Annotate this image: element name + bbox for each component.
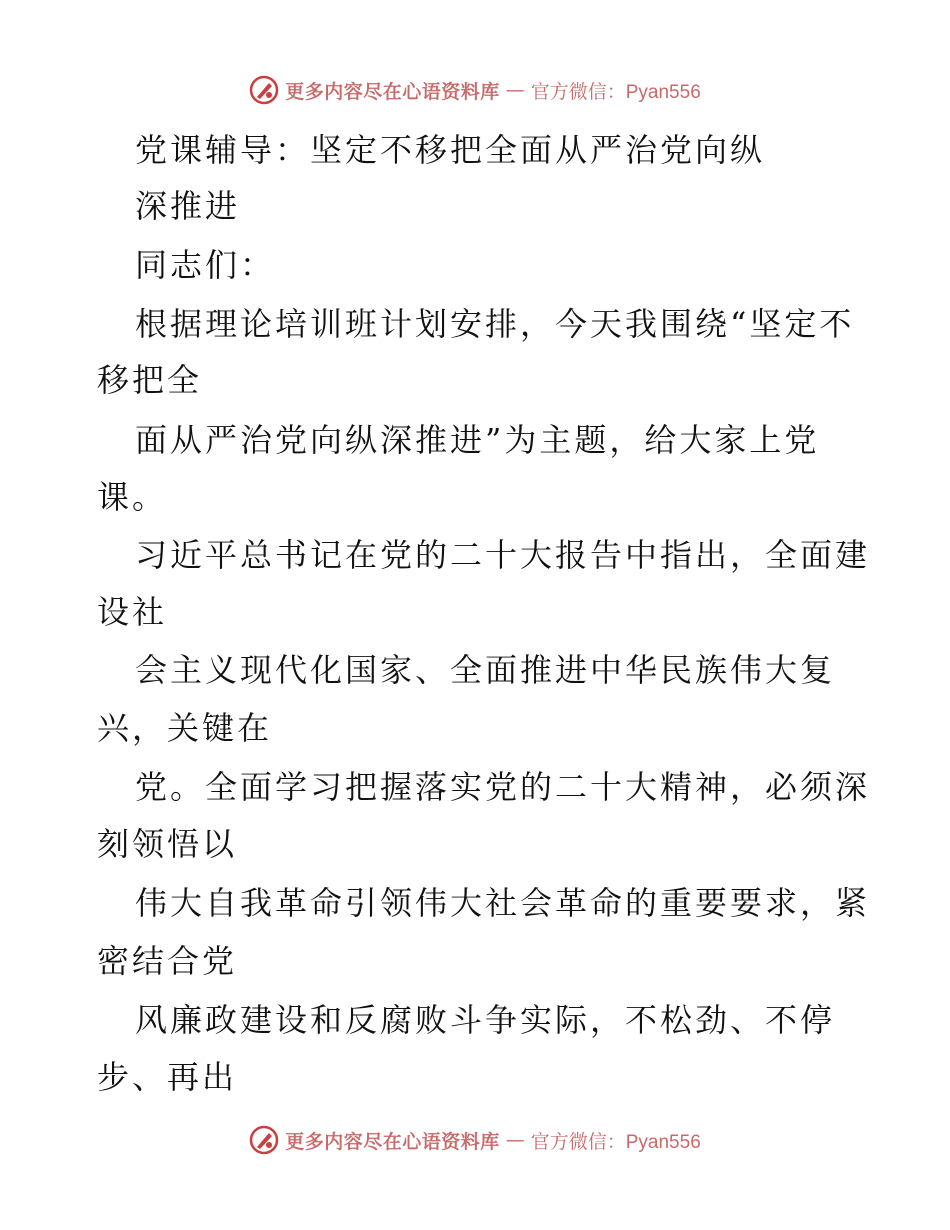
paragraph-line: 根据理论培训班计划安排，今天我围绕“坚定不 (135, 305, 855, 343)
paragraph-line: 面从严治党向纵深推进”为主题，给大家上党 (135, 421, 820, 459)
watermark-account: 官方微信：Pyan556 (530, 1131, 701, 1153)
paragraph-line: 移把全 (97, 361, 203, 399)
title-line-2: 深推进 (135, 187, 241, 225)
quill-seal-icon (249, 75, 279, 105)
paragraph-line: 伟大自我革命引领伟大社会革命的重要要求，紧 (135, 884, 871, 922)
paragraph-line: 密结合党 (97, 942, 238, 980)
paragraph-line: 习近平总书记在党的二十大报告中指出，全面建 (135, 536, 871, 574)
watermark-separator: — (505, 79, 525, 101)
watermark-text: 更多内容尽在心语资料库 (285, 80, 500, 103)
watermark-separator: — (505, 1129, 525, 1151)
header-watermark (0, 70, 950, 110)
title-line-1: 党课辅导：坚定不移把全面从严治党向纵 (135, 131, 766, 169)
paragraph-line: 风廉政建设和反腐败斗争实际，不松劲、不停 (135, 1001, 836, 1039)
paragraph-line: 步、再出 (97, 1058, 238, 1096)
paragraph-line: 党。全面学习把握落实党的二十大精神，必须深 (135, 768, 871, 806)
paragraph-line: 设社 (97, 593, 168, 631)
paragraph-line: 课。 (97, 478, 168, 516)
watermark-text: 更多内容尽在心语资料库 (285, 1130, 500, 1153)
footer-watermark (0, 1120, 950, 1160)
paragraph-line: 刻领悟以 (97, 825, 238, 863)
salutation: 同志们： (135, 246, 276, 284)
quill-seal-icon (249, 1125, 279, 1155)
paragraph-line: 兴，关键在 (97, 709, 273, 747)
watermark-account: 官方微信：Pyan556 (530, 81, 701, 103)
paragraph-line: 会主义现代化国家、全面推进中华民族伟大复 (135, 651, 836, 689)
